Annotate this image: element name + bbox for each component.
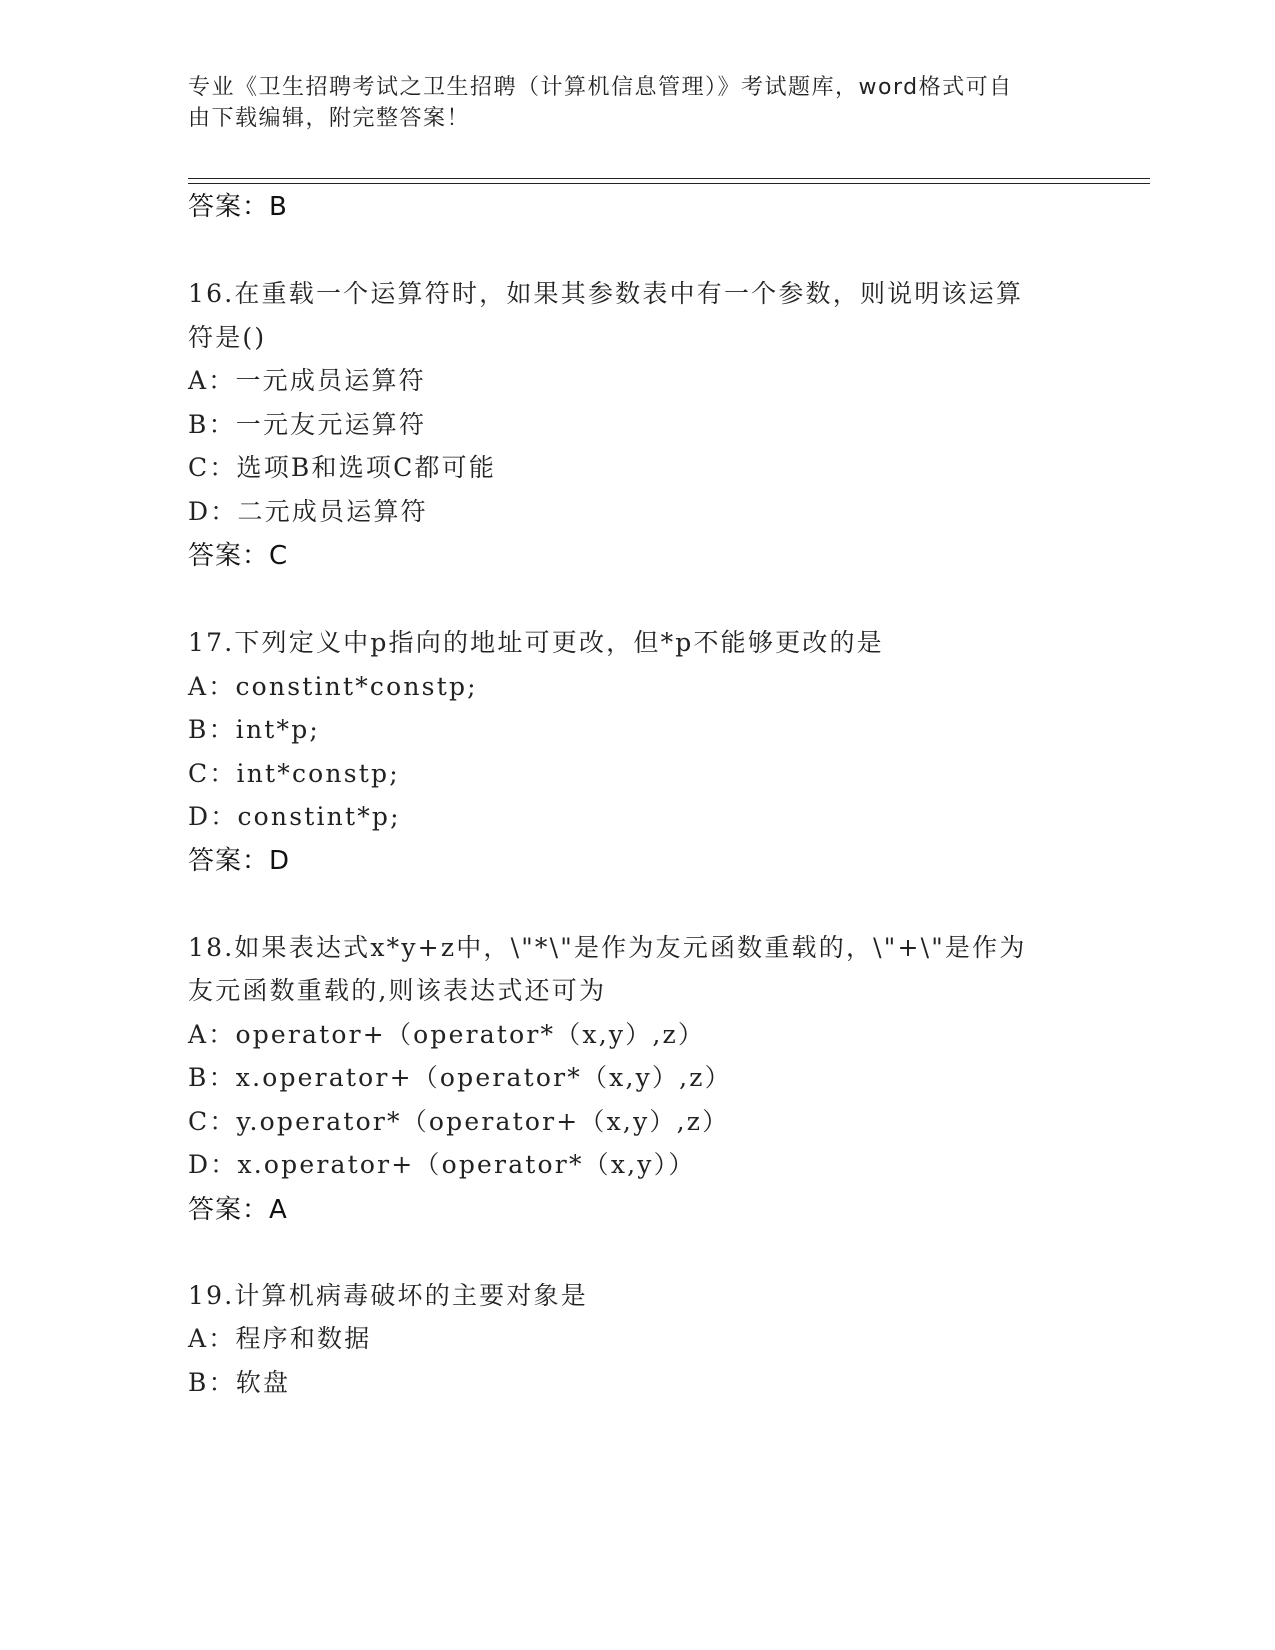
q18-stem-line-1: 18.如果表达式x*y+z中，\"*\"是作为友元函数重载的，\"+\"是作为: [188, 933, 1027, 962]
header-line-1: 专业《卫生招聘考试之卫生招聘（计算机信息管理）》考试题库，word格式可自: [188, 75, 1013, 100]
answer-q15: 答案：B: [188, 192, 288, 222]
header-line-2: 由下载编辑，附完整答案！: [188, 106, 471, 131]
q16-option-b: B：一元友元运算符: [188, 410, 427, 439]
q18-option-d: D：x.operator+（operator*（x,y））: [188, 1150, 696, 1179]
header-divider-bottom: [188, 183, 1150, 184]
q16-option-a: A：一元成员运算符: [188, 366, 426, 395]
q16-option-d: D：二元成员运算符: [188, 497, 428, 526]
q19-option-b: B：软盘: [188, 1368, 291, 1397]
q18-option-a: A：operator+（operator*（x,y）,z）: [188, 1020, 706, 1049]
q16-stem-line-1: 16.在重载一个运算符时，如果其参数表中有一个参数，则说明该运算: [188, 279, 1024, 308]
q17-stem: 17.下列定义中p指向的地址可更改，但*p不能够更改的是: [188, 628, 884, 657]
answer-q18: 答案：A: [188, 1195, 288, 1225]
q17-option-b: B：int*p;: [188, 715, 321, 744]
q18-stem-line-2: 友元函数重载的,则该表达式还可为: [188, 976, 607, 1005]
q17-option-a: A：constint*constp;: [188, 672, 478, 701]
q16-stem-line-2: 符是(): [188, 323, 267, 352]
answer-q17: 答案：D: [188, 846, 291, 876]
q19-option-a: A：程序和数据: [188, 1324, 372, 1353]
header-divider-top: [188, 178, 1150, 179]
q17-option-d: D：constint*p;: [188, 802, 401, 831]
q19-stem: 19.计算机病毒破坏的主要对象是: [188, 1281, 588, 1310]
q18-option-c: C：y.operator*（operator+（x,y）,z）: [188, 1107, 730, 1136]
q18-option-b: B：x.operator+（operator*（x,y）,z）: [188, 1063, 732, 1092]
q16-option-c: C：选项B和选项C都可能: [188, 453, 497, 482]
document-header: [188, 72, 1078, 134]
answer-q16: 答案：C: [188, 541, 289, 571]
q17-option-c: C：int*constp;: [188, 759, 400, 788]
